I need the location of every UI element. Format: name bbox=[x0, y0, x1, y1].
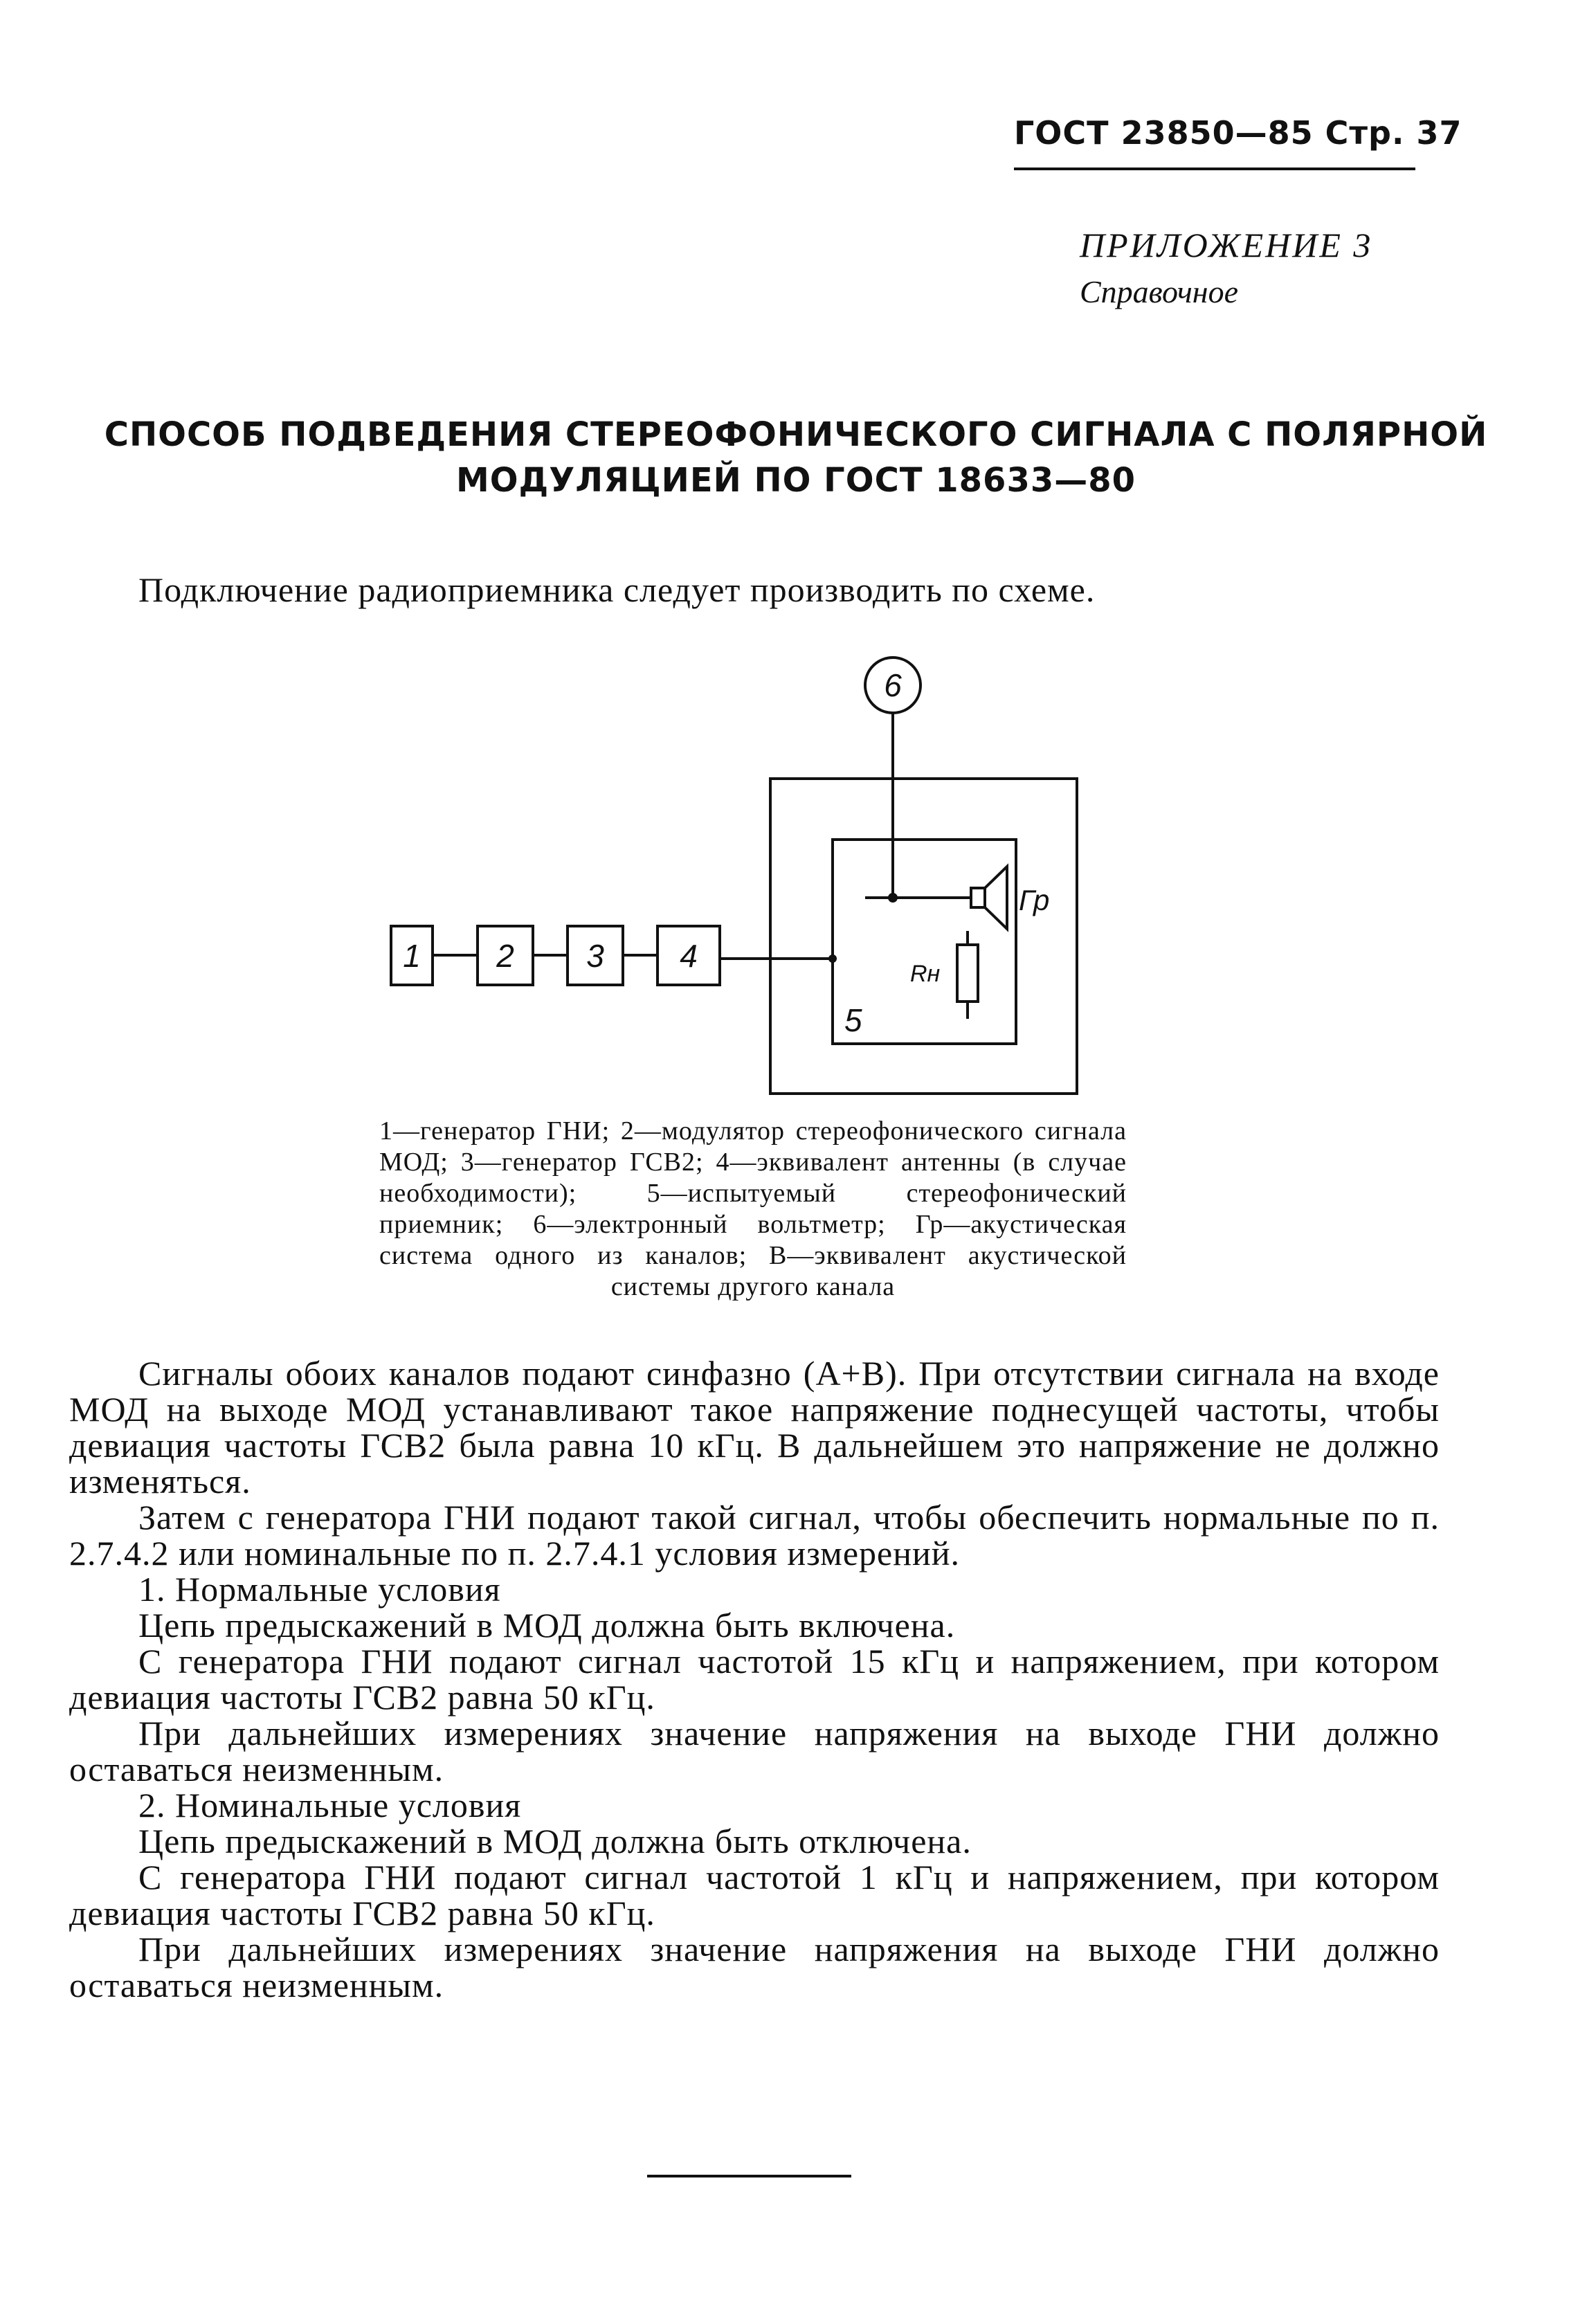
appendix-label: ПРИЛОЖЕНИЕ 3 bbox=[1080, 226, 1373, 264]
figure-caption: 1—генератор ГНИ; 2—модулятор стереофонического сигнала МОД; 3—генератор ГСВ2; 4—эквивалент антенны (в случае необходимости); 5—испытуемый стереофонический приемник; 6—электронный вольтметр; Гр—акустическая система одного из каналов; В—эквивалент акустической системы другого канала bbox=[379, 1116, 1127, 1301]
block-4-label: 4 bbox=[680, 938, 698, 974]
paragraph: При дальнейших измерениях значение напряжения на выходе ГНИ должно оставаться неизменным. bbox=[69, 1714, 1440, 1789]
paragraph: Цепь предыскажений в МОД должна быть включена. bbox=[138, 1606, 956, 1645]
page-header: ГОСТ 23850—85 Стр. 37 bbox=[1014, 114, 1462, 152]
paragraph: Сигналы обоих каналов подают синфазно (A+B). При отсутствии сигнала на входе МОД на выходе МОД устанавливают такое напряжение поднесущей частоты, чтобы девиация частоты ГСВ2 была равна 10 кГц. В дальнейшем это напряжение не должно изменяться. bbox=[69, 1354, 1440, 1501]
block-1 bbox=[391, 926, 433, 985]
block-4 bbox=[658, 926, 720, 985]
junction-dot bbox=[888, 893, 898, 903]
end-rule bbox=[647, 2175, 851, 2177]
title-line-2: МОДУЛЯЦИЕЙ ПО ГОСТ 18633—80 bbox=[455, 461, 1136, 500]
load-label: Rн bbox=[910, 961, 941, 987]
paragraph: Цепь предыскажений в МОД должна быть отключена. bbox=[138, 1822, 972, 1860]
paragraph: Затем с генератора ГНИ подают такой сигнал, чтобы обеспечить нормальные по п. 2.7.4.2 или номинальные по п. 2.7.4.1 условия измерений. bbox=[69, 1498, 1440, 1573]
speaker-icon bbox=[971, 888, 985, 907]
intro-paragraph: Подключение радиоприемника следует производить по схеме. bbox=[138, 570, 1096, 609]
voltmeter-circle bbox=[865, 658, 921, 713]
input-dot bbox=[828, 954, 837, 963]
paragraph: При дальнейших измерениях значение напряжения на выходе ГНИ должно оставаться неизменным. bbox=[69, 1930, 1440, 2004]
block-3 bbox=[568, 926, 623, 985]
paragraph: С генератора ГНИ подают сигнал частотой 1 кГц и напряжением, при котором девиация частоты ГСВ2 равна 50 кГц. bbox=[69, 1858, 1440, 1932]
document-title bbox=[104, 412, 1488, 503]
resistor-icon bbox=[957, 945, 978, 1002]
block-2 bbox=[478, 926, 533, 985]
block-1-label: 1 bbox=[403, 938, 421, 974]
block-2-label: 2 bbox=[496, 938, 514, 974]
paragraph: С генератора ГНИ подают сигнал частотой 15 кГц и напряжением, при котором девиация частоты ГСВ2 равна 50 кГц. bbox=[69, 1642, 1440, 1717]
speaker-cone bbox=[985, 867, 1007, 929]
voltmeter-label: 6 bbox=[884, 667, 902, 703]
body-text bbox=[69, 1355, 1440, 2003]
block-3-label: 3 bbox=[586, 938, 604, 974]
outer-enclosure bbox=[770, 779, 1077, 1094]
header-rule bbox=[1014, 167, 1415, 170]
receiver-label: 5 bbox=[844, 1002, 862, 1038]
title-line-1: СПОСОБ ПОДВЕДЕНИЯ СТЕРЕОФОНИЧЕСКОГО СИГНАЛА С ПОЛЯРНОЙ bbox=[104, 415, 1488, 454]
appendix-kind: Справочное bbox=[1080, 274, 1239, 309]
speaker-label: Гр bbox=[1019, 884, 1050, 916]
receiver-box bbox=[833, 840, 1016, 1044]
paragraph: 1. Нормальные условия bbox=[138, 1570, 501, 1609]
paragraph: 2. Номинальные условия bbox=[138, 1786, 522, 1824]
